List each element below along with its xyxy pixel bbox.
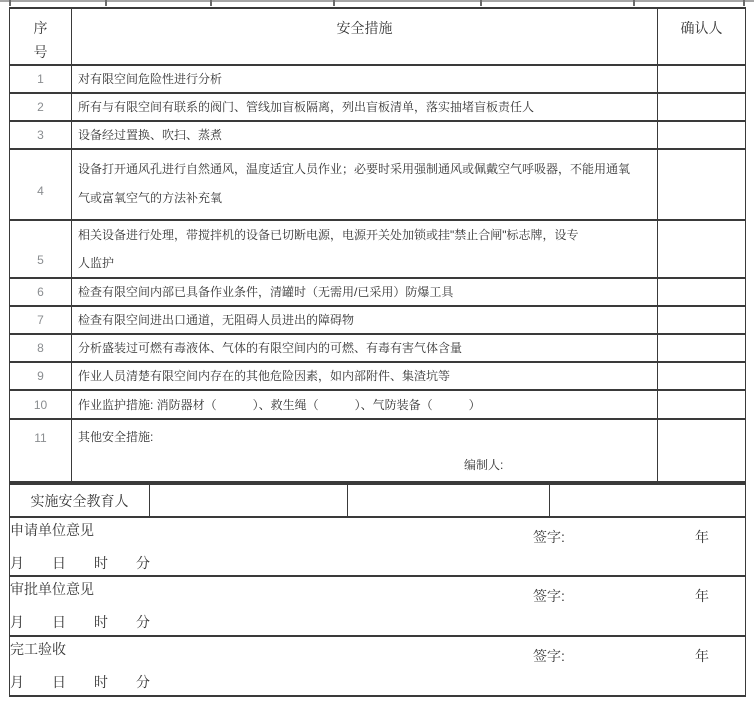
table-row (10, 93, 746, 121)
fragment-tick (743, 0, 745, 6)
section-approval-opinion (10, 576, 746, 636)
date-line: 月 日 时 分 (10, 614, 150, 630)
row-number: 11 (10, 419, 72, 482)
preparer-label: 编制人: (464, 458, 504, 472)
header-no-line2: 号 (33, 44, 48, 60)
measure-line2: 人监护 (78, 256, 115, 270)
year-label: 年 (695, 588, 709, 604)
confirm-cell (658, 306, 746, 334)
row-measure-text: 所有与有限空间有联系的阀门、管线加盲板隔离，列出盲板清单，落实抽堵盲板责任人 (72, 93, 658, 121)
section-application-opinion (10, 517, 746, 576)
other-measures-label: 其他安全措施: (78, 430, 154, 444)
header-安全措施: 安全措施 (72, 8, 658, 65)
table-row (10, 65, 746, 93)
row-measure-text (72, 419, 658, 482)
previous-row-fragment-line (0, 0, 754, 2)
row-number: 10 (10, 390, 72, 419)
row-measure-text: 分析盛装过可燃有毒液体、气体的有限空间内的可燃、有毒有害气体含量 (72, 334, 658, 362)
table-row (10, 121, 746, 149)
row-number: 7 (10, 306, 72, 334)
section-label: 审批单位意见 (10, 581, 94, 597)
header-no-line1: 序 (33, 20, 48, 36)
measure-line1: 相关设备进行处理，带搅拌机的设备已切断电源，电源开关处加锁或挂"禁止合闸"标志牌，设专 (78, 228, 579, 242)
date-line: 月 日 时 分 (10, 674, 150, 690)
row-measure-text: 作业监护措施: 消防器材（ ）、救生绳（ ）、气防装备（ ） (72, 390, 658, 419)
confirm-cell (658, 149, 746, 220)
table-row (10, 220, 746, 278)
safety-education-row (9, 483, 746, 518)
measure-line2: 气或富氧空气的方法补充氧 (78, 191, 223, 205)
row-number: 9 (10, 362, 72, 390)
fragment-tick (9, 0, 11, 6)
table-header-row (10, 8, 746, 65)
opinion-sections-table (9, 516, 746, 697)
measure-line1: 设备打开通风孔进行自然通风，温度适宜人员作业；必要时采用强制通风或佩戴空气呼吸器，不能用通氧 (78, 162, 631, 176)
row-measure-text: 对有限空间危险性进行分析 (72, 65, 658, 93)
confirm-cell (658, 121, 746, 149)
educator-blank-cell (550, 484, 746, 517)
row-measure-text: 设备经过置换、吹扫、蒸煮 (72, 121, 658, 149)
table-row (10, 334, 746, 362)
row-measure-text (72, 220, 658, 278)
row-measure-text: 作业人员清楚有限空间内存在的其他危险因素，如内部附件、集渣坑等 (72, 362, 658, 390)
fragment-tick (480, 0, 482, 6)
header-确认人: 确认人 (658, 8, 746, 65)
table-row (10, 306, 746, 334)
fragment-tick (105, 0, 107, 6)
confirm-cell (658, 93, 746, 121)
educator-blank-cell (348, 484, 550, 517)
confirm-cell (658, 65, 746, 93)
table-row (10, 390, 746, 419)
confirm-cell (658, 334, 746, 362)
confirm-cell (658, 220, 746, 278)
fragment-tick (210, 0, 212, 6)
safety-measures-table (9, 7, 746, 483)
row-measure-text: 检查有限空间内部已具备作业条件，清罐时（无需用/已采用）防爆工具 (72, 278, 658, 306)
row-measure-text (72, 149, 658, 220)
confirm-cell (658, 278, 746, 306)
section-completion-acceptance (10, 636, 746, 696)
header-序号 (10, 8, 72, 65)
confirm-cell (658, 390, 746, 419)
row-number: 6 (10, 278, 72, 306)
fragment-tick (333, 0, 335, 6)
table-row (10, 419, 746, 482)
signature-label: 签字: (533, 529, 565, 545)
row-number: 5 (10, 220, 72, 278)
row-number: 1 (10, 65, 72, 93)
educator-blank-cell (150, 484, 348, 517)
fragment-tick (633, 0, 635, 6)
row-number: 3 (10, 121, 72, 149)
table-row (10, 149, 746, 220)
section-label: 完工验收 (10, 641, 66, 657)
signature-label: 签字: (533, 588, 565, 604)
table-row (10, 362, 746, 390)
year-label: 年 (695, 529, 709, 545)
educator-label: 实施安全教育人 (10, 484, 150, 517)
row-number: 8 (10, 334, 72, 362)
table-row (10, 278, 746, 306)
confirm-cell (658, 419, 746, 482)
confirm-cell (658, 362, 746, 390)
row-measure-text: 检查有限空间进出口通道，无阻碍人员进出的障碍物 (72, 306, 658, 334)
year-label: 年 (695, 648, 709, 664)
row-number: 4 (10, 149, 72, 220)
date-line: 月 日 时 分 (10, 555, 150, 571)
signature-label: 签字: (533, 648, 565, 664)
section-label: 申请单位意见 (10, 522, 94, 538)
row-number: 2 (10, 93, 72, 121)
